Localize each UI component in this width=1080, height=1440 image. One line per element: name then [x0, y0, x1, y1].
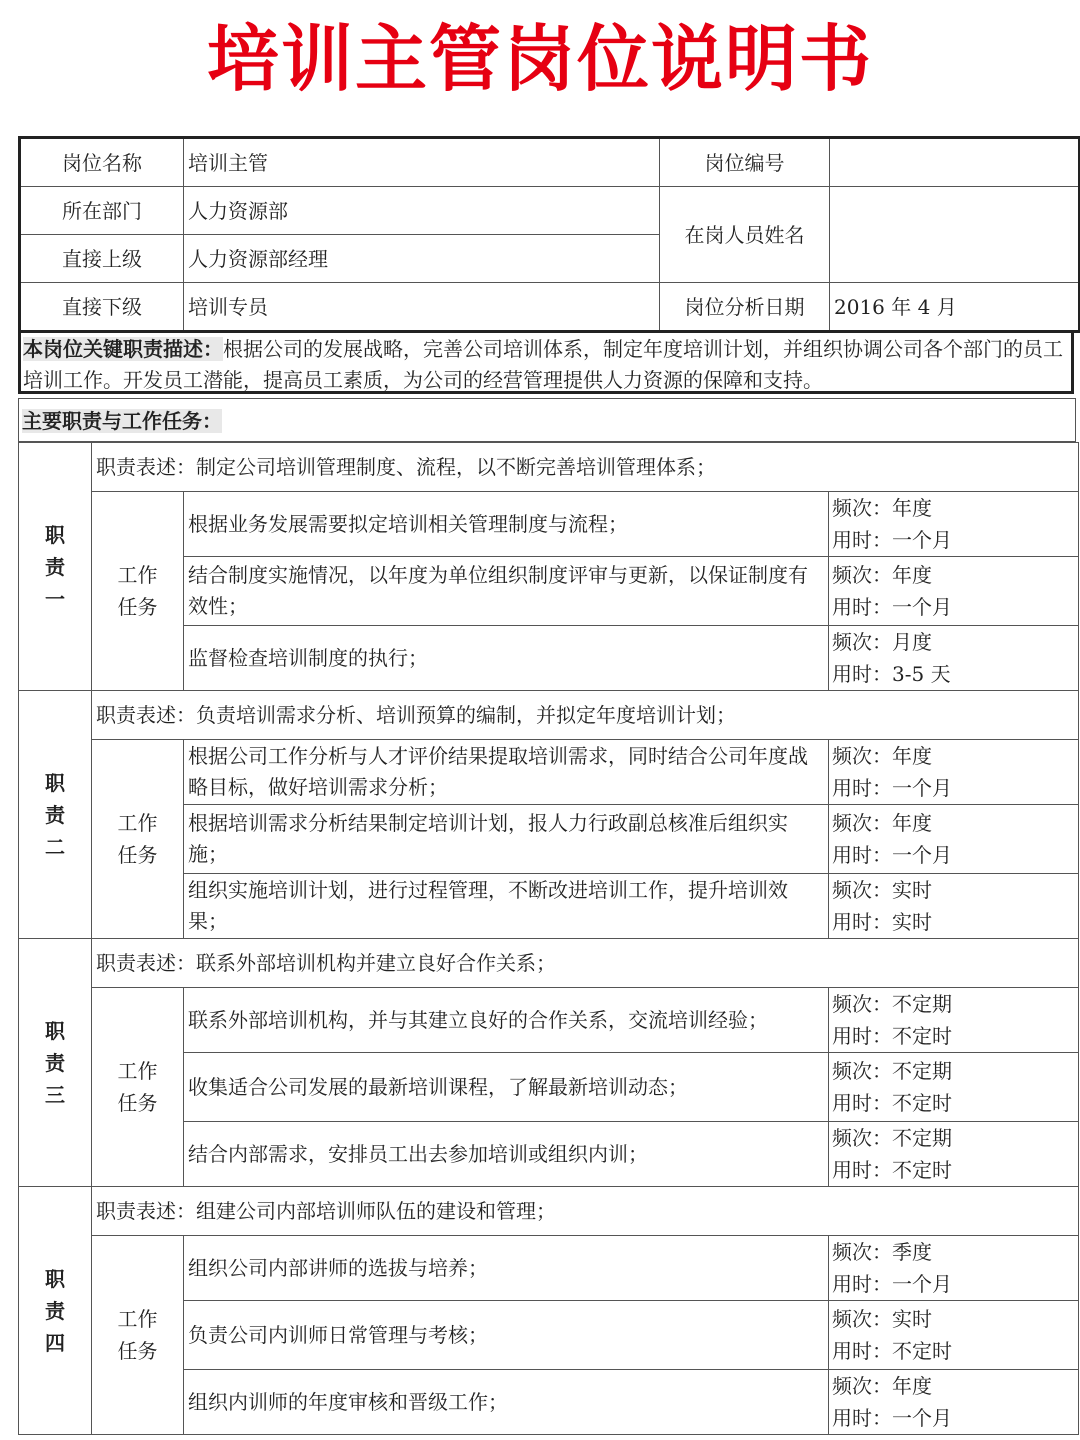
task-frequency-cell	[829, 492, 1079, 557]
task-label	[92, 492, 184, 691]
task-label-line: 工作	[117, 1307, 158, 1331]
duty-name-char: 职	[45, 522, 65, 547]
duty-name-char: 三	[45, 1082, 65, 1107]
subordinate-value: 培训专员	[184, 283, 660, 332]
task-text: 根据培训需求分析结果制定培训计划，报人力行政副总核准后组织实施；	[184, 805, 829, 874]
task-duration: 用时：不定时	[832, 1158, 952, 1182]
task-frequency: 频次：年度	[832, 811, 932, 835]
task-text: 监督检查培训制度的执行；	[184, 626, 829, 691]
key-duty-box	[18, 331, 1074, 394]
duty-name-char: 一	[45, 586, 65, 611]
post-info-table	[18, 136, 1080, 333]
task-duration: 用时：一个月	[832, 843, 952, 867]
task-frequency: 频次：实时	[832, 1307, 932, 1331]
task-frequency: 频次：年度	[832, 744, 932, 768]
duty-statement: 职责表述：制定公司培训管理制度、流程，以不断完善培训管理体系；	[92, 443, 1079, 492]
duty-statement: 职责表述：联系外部培训机构并建立良好合作关系；	[92, 939, 1079, 988]
main-duties-header	[18, 398, 1076, 442]
task-text: 根据业务发展需要拟定培训相关管理制度与流程；	[184, 492, 829, 557]
duties-table	[18, 442, 1079, 1435]
superior-label: 直接上级	[20, 235, 184, 283]
task-label-line: 任务	[117, 843, 158, 867]
task-frequency: 频次：季度	[832, 1240, 932, 1264]
duty-statement: 职责表述：负责培训需求分析、培训预算的编制，并拟定年度培训计划；	[92, 691, 1079, 740]
duty-statement-row	[19, 691, 1079, 740]
task-frequency-cell	[829, 1236, 1079, 1301]
task-label	[92, 988, 184, 1187]
task-text: 联系外部培训机构，并与其建立良好的合作关系，交流培训经验；	[184, 988, 829, 1053]
analysis-date-label: 岗位分析日期	[660, 283, 830, 332]
task-label	[92, 1236, 184, 1435]
task-label-line: 任务	[117, 1339, 158, 1363]
incumbent-value	[830, 187, 1080, 283]
task-duration: 用时：一个月	[832, 1406, 952, 1430]
task-frequency: 频次：月度	[832, 630, 932, 654]
duty-name-char: 二	[45, 834, 65, 859]
task-label-line: 任务	[117, 1091, 158, 1115]
task-row	[19, 1236, 1079, 1301]
task-label-line: 工作	[117, 811, 158, 835]
duty-statement-row	[19, 443, 1079, 492]
task-duration: 用时：一个月	[832, 595, 952, 619]
task-frequency: 频次：年度	[832, 563, 932, 587]
duty-name-char: 责	[45, 554, 65, 579]
task-duration: 用时：一个月	[832, 528, 952, 552]
task-text: 结合内部需求，安排员工出去参加培训或组织内训；	[184, 1122, 829, 1187]
task-frequency: 频次：实时	[832, 878, 932, 902]
document-title: 培训主管岗位说明书	[206, 17, 873, 101]
task-label-line: 任务	[117, 595, 158, 619]
task-frequency: 频次：不定期	[832, 1059, 952, 1083]
task-frequency-cell	[829, 805, 1079, 874]
duty-name-char: 责	[45, 802, 65, 827]
task-text: 结合制度实施情况，以年度为单位组织制度评审与更新，以保证制度有效性；	[184, 557, 829, 626]
duty-statement-row	[19, 939, 1079, 988]
task-label	[92, 740, 184, 939]
task-duration: 用时：不定时	[832, 1091, 952, 1115]
task-text: 组织内训师的年度审核和晋级工作；	[184, 1370, 829, 1435]
task-duration: 用时：3-5 天	[832, 662, 951, 686]
post-no-label: 岗位编号	[660, 138, 830, 187]
dept-value: 人力资源部	[184, 187, 660, 235]
task-frequency-cell	[829, 1301, 1079, 1370]
main-duties-label: 主要职责与工作任务：	[22, 409, 222, 433]
task-text: 收集适合公司发展的最新培训课程，了解最新培训动态；	[184, 1053, 829, 1122]
superior-value: 人力资源部经理	[184, 235, 660, 283]
task-frequency-cell	[829, 1370, 1079, 1435]
task-frequency: 频次：不定期	[832, 992, 952, 1016]
dept-label: 所在部门	[20, 187, 184, 235]
task-frequency: 频次：不定期	[832, 1126, 952, 1150]
task-duration: 用时：一个月	[832, 776, 952, 800]
task-text: 组织实施培训计划，进行过程管理，不断改进培训工作，提升培训效果；	[184, 874, 829, 939]
duty-name-char: 责	[45, 1298, 65, 1323]
duty-name	[19, 443, 92, 691]
task-duration: 用时：不定时	[832, 1339, 952, 1363]
task-frequency-cell	[829, 988, 1079, 1053]
task-duration: 用时：不定时	[832, 1024, 952, 1048]
task-text: 根据公司工作分析与人才评价结果提取培训需求，同时结合公司年度战略目标，做好培训需求分析；	[184, 740, 829, 805]
duty-name	[19, 1187, 92, 1435]
post-name-label: 岗位名称	[20, 138, 184, 187]
task-frequency-cell	[829, 1122, 1079, 1187]
subordinate-label: 直接下级	[20, 283, 184, 332]
analysis-date-value: 2016 年 4 月	[830, 283, 1080, 332]
key-duty-label: 本岗位关键职责描述：	[23, 337, 223, 361]
task-row	[19, 492, 1079, 557]
task-frequency-cell	[829, 740, 1079, 805]
task-text: 组织公司内部讲师的选拔与培养；	[184, 1236, 829, 1301]
duty-name-char: 职	[45, 1266, 65, 1291]
task-frequency: 频次：年度	[832, 1374, 932, 1398]
task-duration: 用时：实时	[832, 910, 932, 934]
duty-name	[19, 939, 92, 1187]
duty-statement: 职责表述：组建公司内部培训师队伍的建设和管理；	[92, 1187, 1079, 1236]
duty-name-char: 职	[45, 770, 65, 795]
task-frequency-cell	[829, 557, 1079, 626]
duty-name-char: 四	[45, 1330, 65, 1355]
task-frequency: 频次：年度	[832, 496, 932, 520]
task-row	[19, 740, 1079, 805]
task-frequency-cell	[829, 626, 1079, 691]
task-frequency-cell	[829, 874, 1079, 939]
task-frequency-cell	[829, 1053, 1079, 1122]
post-no-value	[830, 138, 1080, 187]
task-label-line: 工作	[117, 563, 158, 587]
task-row	[19, 988, 1079, 1053]
duty-name-char: 职	[45, 1018, 65, 1043]
duty-statement-row	[19, 1187, 1079, 1236]
duty-name-char: 责	[45, 1050, 65, 1075]
task-text: 负责公司内训师日常管理与考核；	[184, 1301, 829, 1370]
task-duration: 用时：一个月	[832, 1272, 952, 1296]
key-duty-text: 根据公司的发展战略，完善公司培训体系，制定年度培训计划，并组织协调公司各个部门的员工培训工作。开发员工潜能，提高员工素质，为公司的经营管理提供人力资源的保障和支持。	[23, 337, 1063, 392]
post-name-value: 培训主管	[184, 138, 660, 187]
task-label-line: 工作	[117, 1059, 158, 1083]
incumbent-label: 在岗人员姓名	[660, 187, 830, 283]
duty-name	[19, 691, 92, 939]
